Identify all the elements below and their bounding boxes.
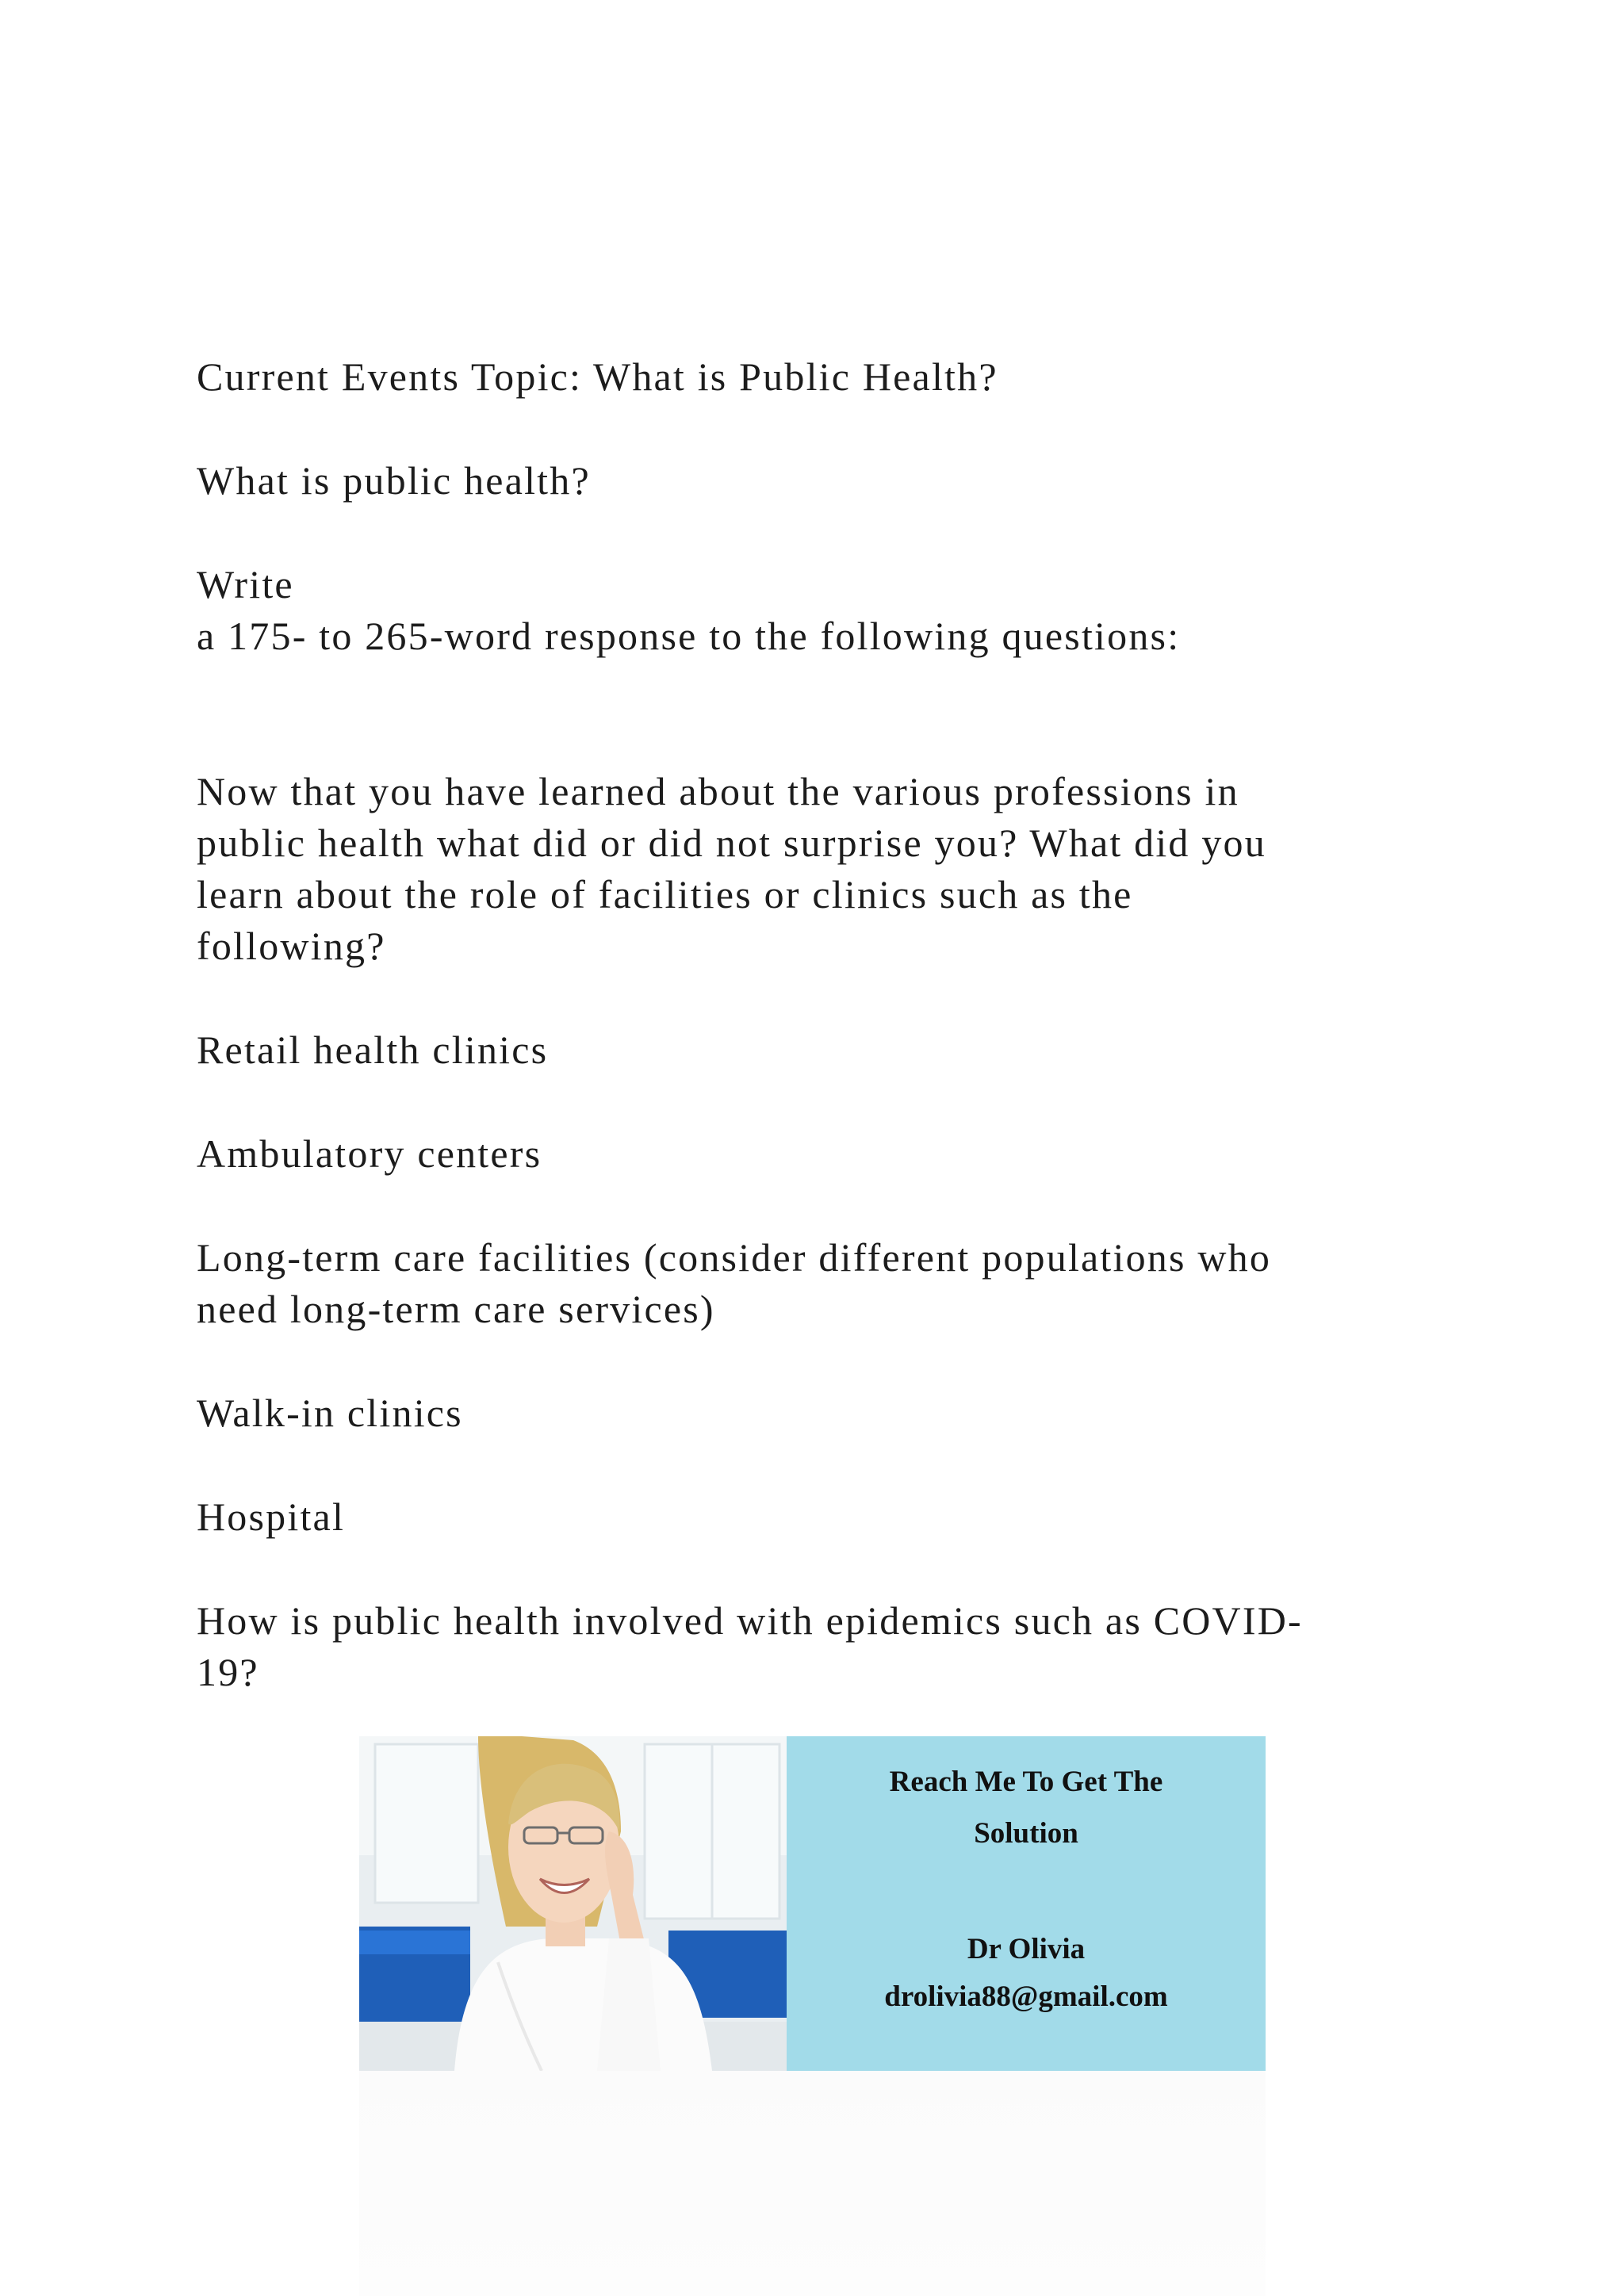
instruction-line: a 175- to 265-word response to the following questions: — [197, 614, 1181, 658]
banner-headline-2: Solution — [974, 1817, 1078, 1850]
woman-photo — [359, 1736, 787, 2071]
paragraph-line: public health what did or did not surprise you? What did you — [197, 821, 1266, 865]
list-item: Ambulatory centers — [197, 1131, 542, 1176]
blank-area — [359, 2071, 1266, 2296]
banner-headline: Reach Me To Get The — [889, 1766, 1163, 1798]
contact-banner — [359, 1736, 1266, 2071]
paragraph-line: following? — [197, 924, 386, 968]
paragraph-line: 19? — [197, 1650, 259, 1694]
instruction-line: Write — [197, 562, 294, 607]
question-heading: What is public health? — [197, 458, 591, 503]
list-item: need long-term care services) — [197, 1287, 715, 1331]
document-title: Current Events Topic: What is Public Health? — [197, 354, 998, 399]
list-item: Long-term care facilities (consider different populations who — [197, 1235, 1272, 1280]
paragraph-line: How is public health involved with epidemics such as COVID- — [197, 1598, 1303, 1643]
paragraph-line: learn about the role of facilities or clinics such as the — [197, 872, 1133, 916]
list-item: Retail health clinics — [197, 1027, 549, 1072]
list-item: Hospital — [197, 1494, 346, 1539]
contact-name: Dr Olivia — [967, 1933, 1086, 1965]
contact-email: drolivia88@gmail.com — [884, 1980, 1168, 2013]
contact-panel — [787, 1736, 1266, 2071]
list-item: Walk-in clinics — [197, 1391, 463, 1435]
paragraph-line: Now that you have learned about the various professions in — [197, 769, 1239, 813]
